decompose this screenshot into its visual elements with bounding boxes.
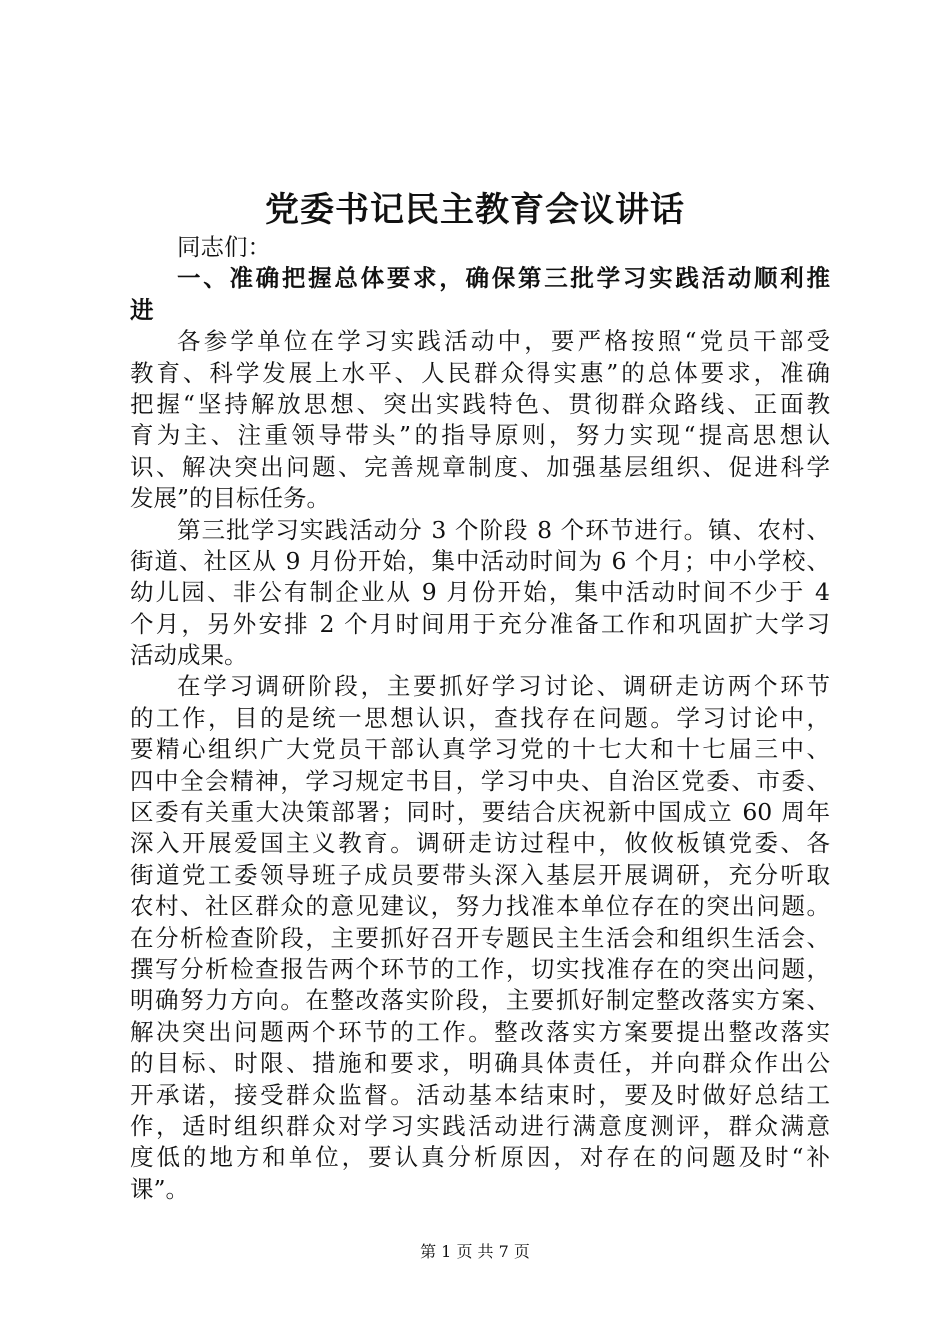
body-text-line: 四中全会精神，学习规定书目，学习中央、自治区党委、市委、 <box>130 766 830 795</box>
body-text-line: 撰写分析检查报告两个环节的工作，切实找准存在的突出问题， <box>130 954 830 983</box>
body-text-line: 开承诺，接受群众监督。活动基本结束时，要及时做好总结工 <box>130 1080 830 1109</box>
body-text-line: 同志们： <box>177 233 271 261</box>
body-text-line: 区委有关重大决策部署；同时，要结合庆祝新中国成立 60 周年 <box>130 798 830 827</box>
body-text-line: 育为主、注重领导带头”的指导原则，努力实现“提高思想认 <box>130 421 830 450</box>
body-text-line: 明确努力方向。在整改落实阶段，主要抓好制定整改落实方案、 <box>130 986 830 1015</box>
body-text-line: 街道党工委领导班子成员要带头深入基层开展调研，充分听取 <box>130 860 830 889</box>
body-text-line: 农村、社区群众的意见建议，努力找准本单位存在的突出问题。 <box>130 892 830 921</box>
body-text-line: 的工作，目的是统一思想认识，查找存在问题。学习讨论中， <box>130 703 830 732</box>
body-text-line: 第三批学习实践活动分 3 个阶段 8 个环节进行。镇、农村、 <box>177 515 830 544</box>
body-text-line: 要精心组织广大党员干部认真学习党的十七大和十七届三中、 <box>130 735 830 764</box>
section-heading-line: 一、准确把握总体要求，确保第三批学习实践活动顺利推 <box>177 264 830 293</box>
body-text-line: 各参学单位在学习实践活动中，要严格按照“党员干部受 <box>177 327 830 356</box>
document-title: 党委书记民主教育会议讲话 <box>265 190 685 230</box>
body-text-line: 的目标、时限、措施和要求，明确具体责任，并向群众作出公 <box>130 1049 830 1078</box>
body-text-line: 把握“坚持解放思想、突出实践特色、贯彻群众路线、正面教 <box>130 389 830 418</box>
body-text-line: 幼儿园、非公有制企业从 9 月份开始，集中活动时间不少于 4 <box>130 578 830 607</box>
section-heading-line: 进 <box>130 295 154 324</box>
body-text-line: 在学习调研阶段，主要抓好学习讨论、调研走访两个环节 <box>177 672 830 701</box>
body-text-line: 作，适时组织群众对学习实践活动进行满意度测评，群众满意 <box>130 1111 830 1140</box>
body-text-line: 活动成果。 <box>130 641 248 670</box>
body-text-line: 在分析检查阶段，主要抓好召开专题民主生活会和组织生活会、 <box>130 923 830 952</box>
body-text-line: 识、解决突出问题、完善规章制度、加强基层组织、促进科学 <box>130 452 830 481</box>
body-text-line: 深入开展爱国主义教育。调研走访过程中，攸攸板镇党委、各 <box>130 829 830 858</box>
body-text-line: 度低的地方和单位，要认真分析原因，对存在的问题及时“补 <box>130 1143 830 1172</box>
body-text-line: 解决突出问题两个环节的工作。整改落实方案要提出整改落实 <box>130 1017 830 1046</box>
body-text-line: 街道、社区从 9 月份开始，集中活动时间为 6 个月；中小学校、 <box>130 546 830 575</box>
body-text-line: 发展”的目标任务。 <box>130 484 331 513</box>
body-text-line: 教育、科学发展上水平、人民群众得实惠”的总体要求，准确 <box>130 358 830 387</box>
page-footer: 第 1 页 共 7 页 <box>420 1242 530 1261</box>
body-text-line: 课”。 <box>130 1174 190 1203</box>
document-body <box>130 232 830 1205</box>
body-text-line: 个月，另外安排 2 个月时间用于充分准备工作和巩固扩大学习 <box>130 609 830 638</box>
